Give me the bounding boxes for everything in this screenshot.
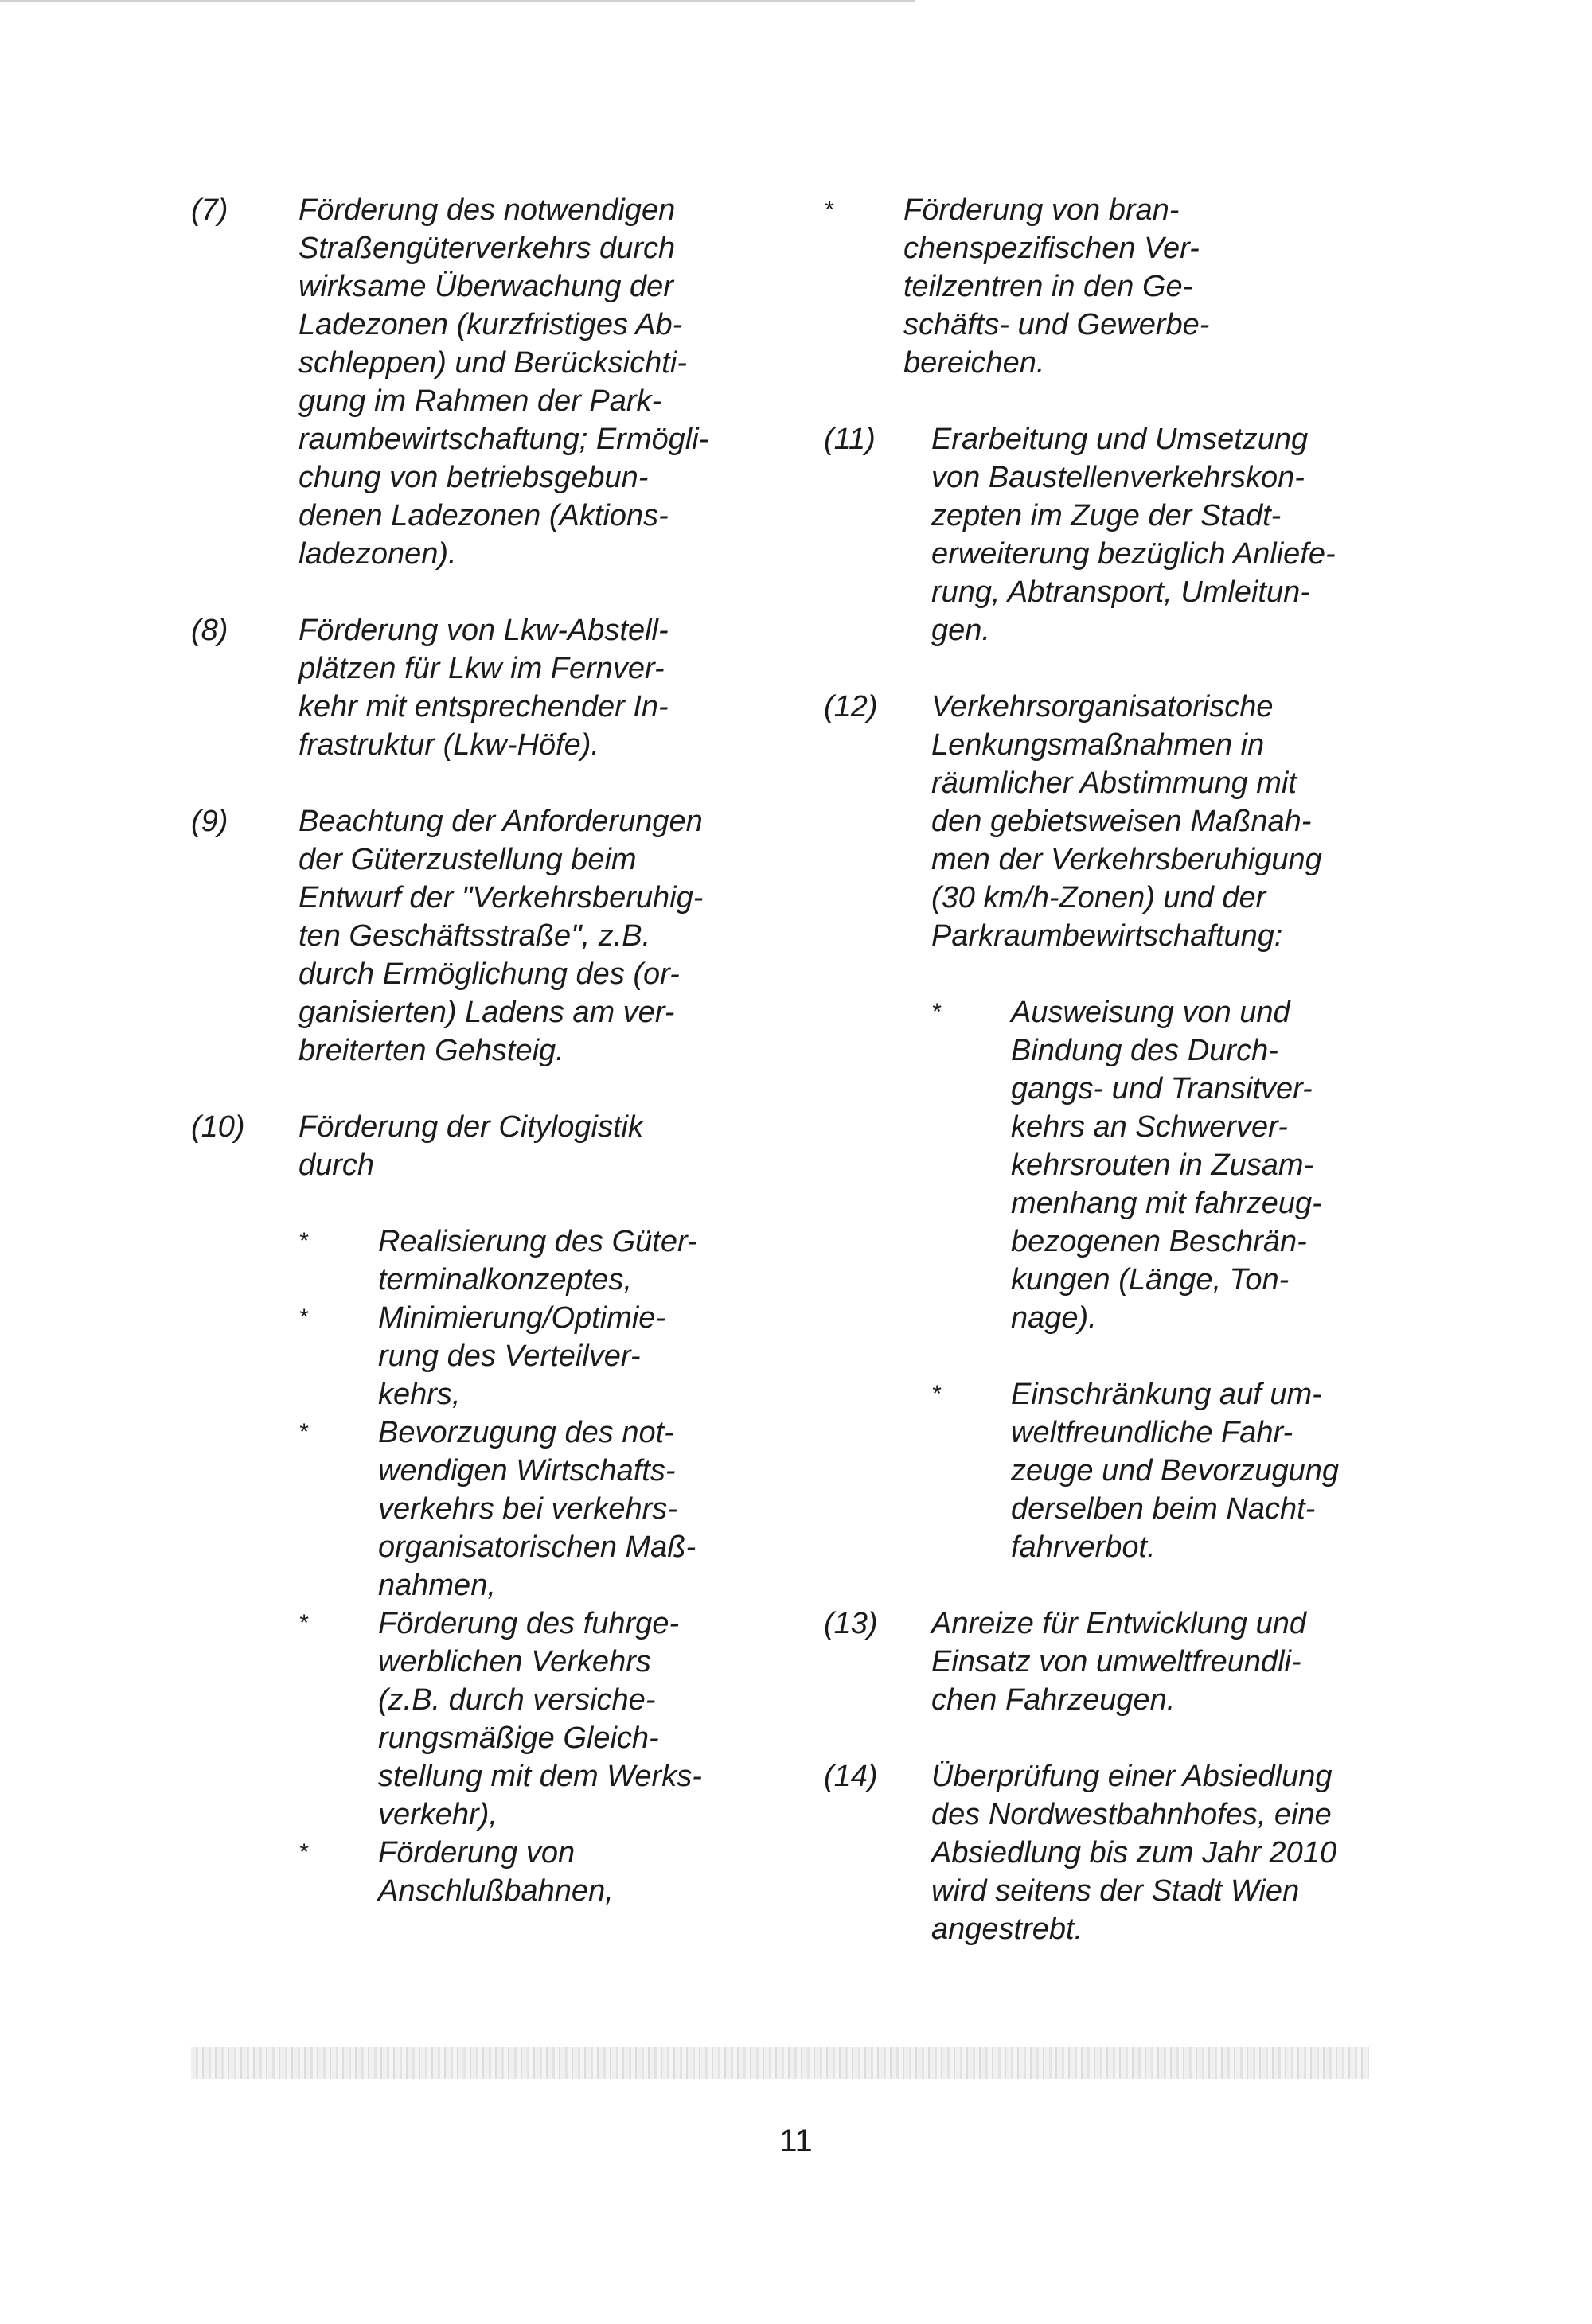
bullet-text: Förderung des fuhrge- werblichen Verkehrs (z.B. durch versiche- rungsmäßige Gleich- stellung mit dem Werks- verkehr),: [378, 1607, 702, 1831]
list-item-continued: [824, 191, 1373, 382]
bullet-text: Einschränkung auf um- weltfreundliche Fahr- zeuge und Bevorzugung derselben beim Nacht- fahrverbot.: [1011, 1378, 1339, 1564]
bullet-text: Minimierung/Optimie- rung des Verteilver- kehrs,: [378, 1301, 666, 1411]
list-item: [298, 1299, 740, 1414]
item-7: [191, 191, 740, 573]
item-text: Förderung der Citylogistik durch: [298, 1110, 643, 1182]
bullet-star: *: [298, 1228, 308, 1254]
bullet-text: Realisierung des Güter- terminalkonzeptes,: [378, 1225, 697, 1297]
item-number: (9): [191, 805, 228, 838]
item-10: [191, 1108, 740, 1910]
list-item: [931, 1375, 1373, 1566]
item-number: (14): [824, 1760, 878, 1793]
list-item: [298, 1414, 740, 1605]
item-number: (10): [191, 1110, 245, 1144]
item-text: Überprüfung einer Absiedlung des Nordwestbahnhofes, eine Absiedlung bis zum Jahr 2010 wird seitens der Stadt Wien angestrebt.: [931, 1760, 1337, 1946]
item-text: Erarbeitung und Umsetzung von Baustellenverkehrskon- zepten im Zuge der Stadt- erweiterung bezüglich Anliefe- rung, Abtransport, Umleitun- gen.: [931, 423, 1336, 647]
bullet-star: *: [298, 1839, 308, 1866]
bullet-star: *: [298, 1419, 308, 1445]
item-number: (7): [191, 193, 228, 227]
bullet-star: *: [298, 1610, 308, 1636]
bullet-star: *: [298, 1304, 308, 1331]
bullet-star: *: [824, 197, 833, 223]
right-column: [824, 191, 1373, 1987]
item-13: [824, 1605, 1373, 1719]
item-number: (8): [191, 614, 228, 647]
bullet-list: [298, 1222, 740, 1910]
left-column: [191, 191, 740, 1948]
item-11: [824, 420, 1373, 649]
page-number: 11: [779, 2123, 813, 2158]
list-item: [298, 1605, 740, 1834]
item-text: Anreize für Entwicklung und Einsatz von umweltfreundli- chen Fahrzeugen.: [931, 1607, 1307, 1717]
bullet-star: *: [931, 999, 941, 1025]
item-number: (11): [824, 423, 876, 456]
decorative-strip: [191, 2047, 1369, 2079]
list-item: [298, 1834, 740, 1910]
item-text: Förderung von Lkw-Abstell- plätzen für Lkw im Fernver- kehr mit entsprechender In- frastruktur (Lkw-Höfe).: [298, 614, 669, 762]
item-number: (12): [824, 690, 878, 723]
list-item: [298, 1222, 740, 1299]
bullet-text: Bevorzugung des not- wendigen Wirtschafts- verkehrs bei verkehrs- organisatorischen Maß- nahmen,: [378, 1416, 696, 1602]
bullet-text: Förderung von Anschlußbahnen,: [378, 1836, 614, 1908]
list-item: [931, 993, 1373, 1337]
item-8: [191, 611, 740, 764]
item-text: Beachtung der Anforderungen der Güterzustellung beim Entwurf der "Verkehrsberuhig- ten Geschäftsstraße", z.B. durch Ermöglichung des (or- ganisierten) Ladens am ver- breiterten Gehsteig.: [298, 805, 704, 1067]
item-text: Förderung des notwendigen Straßengüterverkehrs durch wirksame Überwachung der Ladezonen (kurzfristiges Ab- schleppen) und Berücksichti- gung im Rahmen der Park- raumbewirtschaftung; Ermögli- chung von betriebsgebun- denen Ladezonen (Aktions- ladezonen).: [298, 193, 709, 571]
bullet-text: Förderung von bran- chenspezifischen Ver- teilzentren in den Ge- schäfts- und Gewerbe- bereichen.: [903, 193, 1210, 380]
item-12: [824, 688, 1373, 1566]
item-number: (13): [824, 1607, 878, 1640]
item-text: Verkehrsorganisatorische Lenkungsmaßnahmen in räumlicher Abstimmung mit den gebietsweisen Maßnah- men der Verkehrsberuhigung (30 km/h-Zonen) und der Parkraumbewirtschaftung:: [931, 690, 1322, 953]
scan-edge-line: [0, 0, 915, 2]
item-9: [191, 802, 740, 1070]
bullet-star: *: [931, 1381, 941, 1407]
bullet-text: Ausweisung von und Bindung des Durch- gangs- und Transitver- kehrs an Schwerver- kehrsrouten in Zusam- menhang mit fahrzeug- bezogenen Beschrän- kungen (Länge, Ton- nage).: [1011, 996, 1322, 1335]
item-14: [824, 1757, 1373, 1948]
bullet-list: [931, 993, 1373, 1566]
